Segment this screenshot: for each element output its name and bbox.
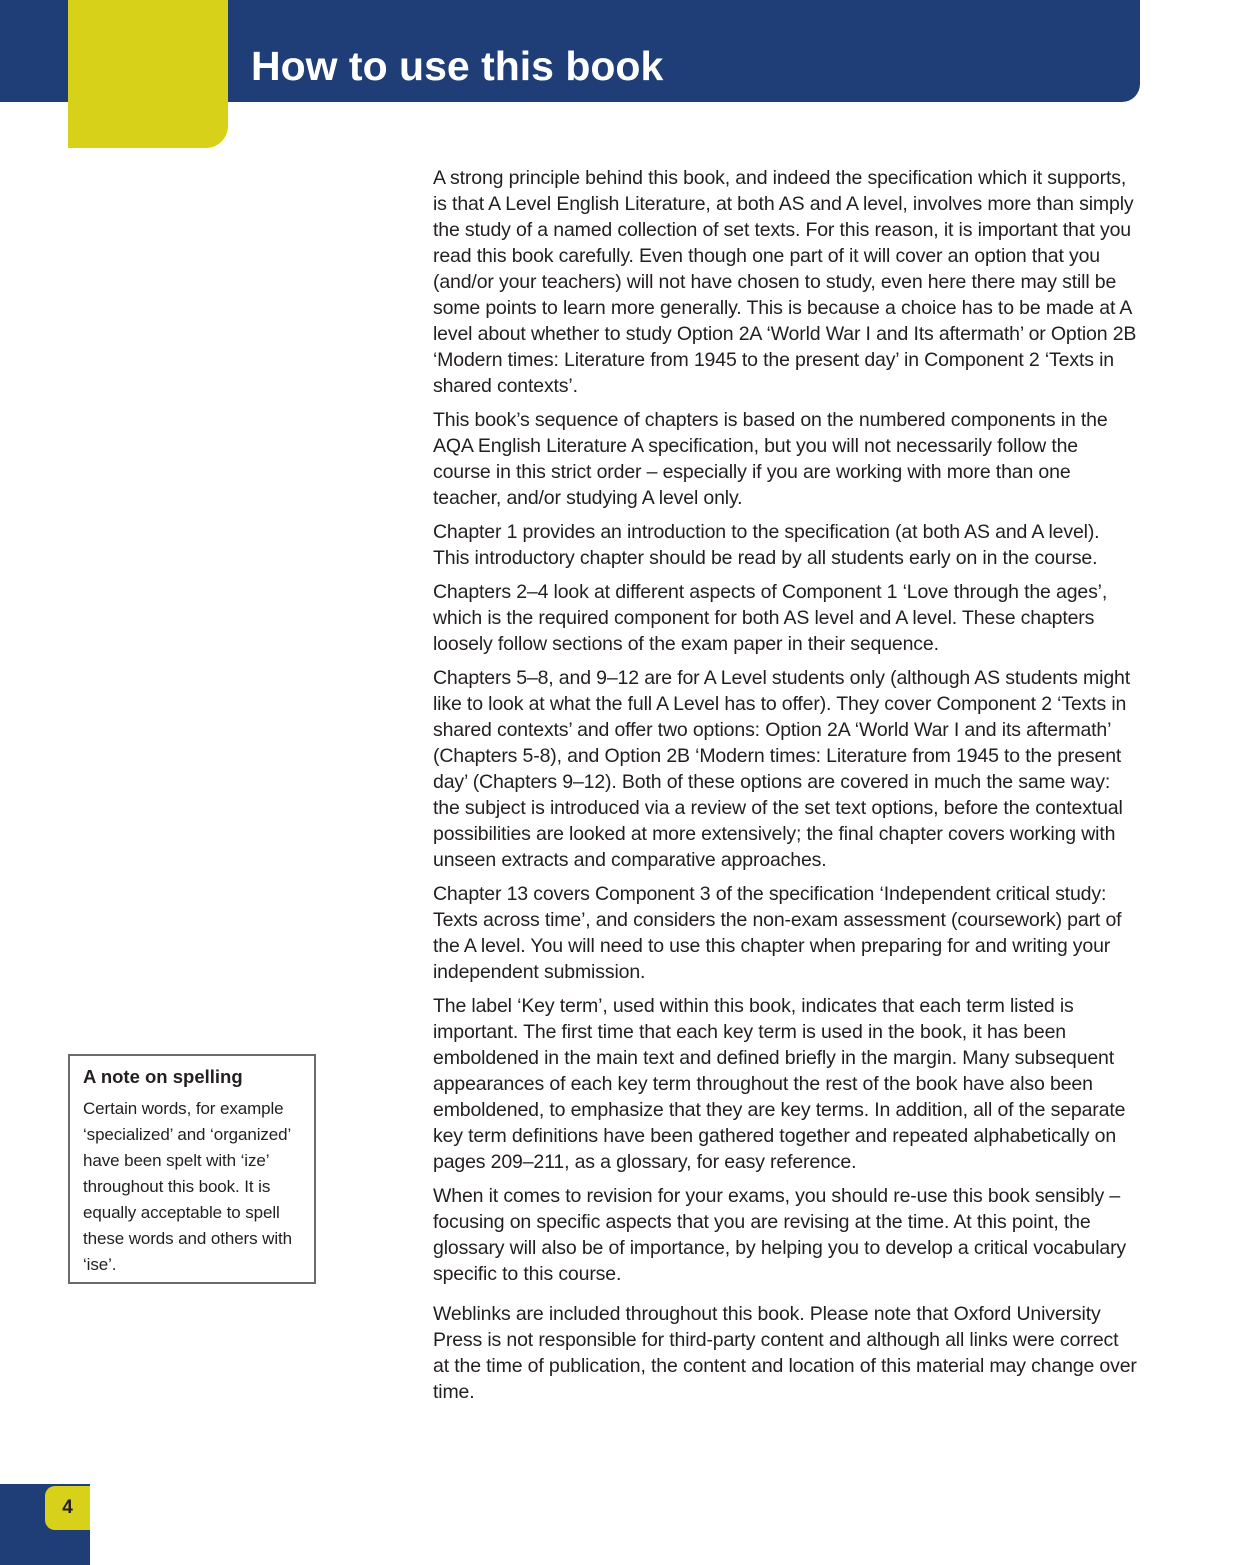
paragraph-chapters-2-4: Chapters 2–4 look at different aspects of Component 1 ‘Love through the ages’, which is the required component for both AS level and A level. These chapters loosely follow sections of the exam paper in their sequence.: [433, 581, 1108, 655]
header-accent-tab: [68, 0, 228, 148]
main-body-text: [433, 165, 1139, 1413]
page-number: 4: [45, 1486, 90, 1530]
page-title: How to use this book: [251, 43, 664, 89]
paragraph-weblinks: Weblinks are included throughout this book. Please note that Oxford University Press is not responsible for third-party content and although all links were correct at the time of publication, the content and location of this material may change over time.: [433, 1303, 1137, 1403]
paragraph-intro: A strong principle behind this book, and indeed the specification which it supports, is that A Level English Literature, at both AS and A level, involves more than simply the study of a named collection of set texts. For this reason, it is important that you read this book carefully. Even though one part of it will cover an option that you (and/or your teachers) will not have chosen to study, even here there may still be some points to learn more generally. This is because a choice has to be made at A level about whether to study Option 2A ‘World War I and Its aftermath’ or Option 2B ‘Modern times: Literature from 1945 to the present day’ in Component 2 ‘Texts in shared contexts’.: [433, 167, 1137, 397]
note-title: A note on spelling: [83, 1066, 243, 1087]
paragraph-revision: When it comes to revision for your exams, you should re-use this book sensibly – focusing on specific aspects that you are revising at the time. At this point, the glossary will also be of importance, by helping you to develop a critical vocabulary specific to this course.: [433, 1185, 1127, 1285]
paragraph-key-term: The label ‘Key term’, used within this book, indicates that each term listed is important. The first time that each key term is used in the book, it has been emboldened in the main text and defined briefly in the margin. Many subsequent appearances of each key term throughout the rest of the book have also been emboldened, to emphasize that they are key terms. In addition, all of the separate key term definitions have been gathered together and repeated alphabetically on pages 209–211, as a glossary, for easy reference.: [433, 995, 1126, 1173]
paragraph-chapter-13: Chapter 13 covers Component 3 of the specification ‘Independent critical study: Texts across time’, and considers the non-exam assessment (coursework) part of the A level. You will need to use this chapter when preparing for and writing your independent submission.: [433, 883, 1122, 983]
paragraph-chapter-sequence: This book’s sequence of chapters is based on the numbered components in the AQA English Literature A specification, but you will not necessarily follow the course in this strict order – especially if you are working with more than one teacher, and/or studying A level only.: [433, 409, 1108, 509]
note-body: Certain words, for example ‘specialized’ and ‘organized’ have been spelt with ‘ize’ throughout this book. It is equally acceptable to spell these words and others with ‘ise’.: [83, 1099, 292, 1274]
paragraph-chapter-1: Chapter 1 provides an introduction to the specification (at both AS and A level). This introductory chapter should be read by all students early on in the course.: [433, 521, 1100, 569]
paragraph-chapters-5-12: Chapters 5–8, and 9–12 are for A Level students only (although AS students might like to look at what the full A Level has to offer). They cover Component 2 ‘Texts in shared contexts’ and offer two options: Option 2A ‘World War I and its aftermath’ (Chapters 5-8), and Option 2B ‘Modern times: Literature from 1945 to the present day’ (Chapters 9–12). Both of these options are covered in much the same way: the subject is introduced via a review of the set text options, before the contextual possibilities are looked at more extensively; the final chapter covers working with unseen extracts and comparative approaches.: [433, 667, 1130, 871]
spelling-note-box: [68, 1054, 316, 1284]
